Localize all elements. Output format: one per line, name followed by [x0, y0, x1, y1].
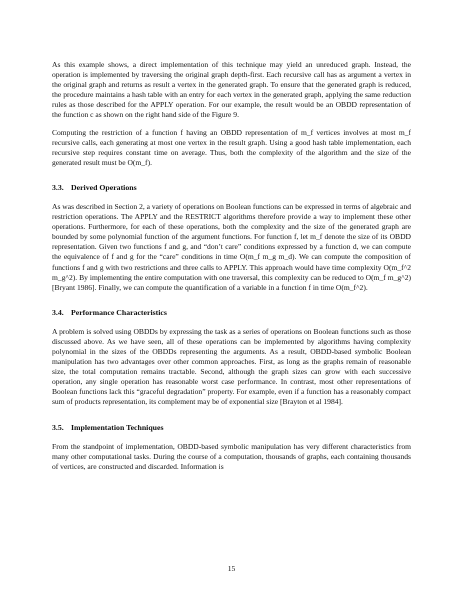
- paragraph-performance: A problem is solved using OBDDs by expressing the task as a series of operations on Boolean functions such as those discussed above. As we have seen, all of these operations can be implemented by algorithms having complexity polynomial in the sizes of the OBDDs representing the arguments. As a result, OBDD-based symbolic Boolean manipulation has two advantages over other common approaches. First, as long as the graphs remain of reasonable size, the total computation remains tractable. Second, although the graph sizes can grow with each successive operation, any single operation has reasonable worst case performance. In contrast, most other representations of Boolean functions lack this “graceful degradation” property. For example, even if a function has a reasonably compact sum of products representation, its complement may be of exponential size [Brayton et al 1984].: [52, 326, 411, 407]
- section-heading-derived-operations: [52, 183, 411, 193]
- section-number: 3.4.: [52, 307, 64, 317]
- section-title: Implementation Techniques: [71, 422, 164, 432]
- paragraph-derived-operations: As was described in Section 2, a variety of operations on Boolean functions can be expressed in terms of algebraic and restriction operations. The APPLY and the RESTRICT algorithms therefore provide a way to implement these other operations. Furthermore, for each of these operations, both the complexity and the size of the generated graph are bounded by some polynomial function of the argument functions. For function f, let m_f denote the size of its OBDD representation. Given two functions f and g, and “don’t care” conditions expressed by a function d, we can compute the equivalence of f and g for the “care” conditions in time O(m_f m_g m_d). We can compute the composition of functions f and g with two restrictions and three calls to APPLY. This approach would have time complexity O(m_f^2 m_g^2). By implementing the entire computation with one traversal, this complexity can be reduced to O(m_f m_g^2) [Bryant 1986]. Finally, we can compute the quantification of a variable in a function f in time O(m_f^2).: [52, 201, 411, 292]
- paragraph-restriction-complexity: Computing the restriction of a function f having an OBDD representation of m_f vertices involves at most m_f recursive calls, each generating at most one vertex in the result graph. Using a good hash table implementation, each recursive step requires constant time on average. Thus, both the complexity of the algorithm and the size of the generated result must be O(m_f).: [52, 127, 411, 167]
- page-number: 15: [227, 564, 236, 573]
- paragraph-apply-implementation: As this example shows, a direct implementation of this technique may yield an unreduced graph. Instead, the operation is implemented by traversing the original graph depth-first. Each recursive call has as argument a vertex in the original graph and returns as result a vertex in the generated graph. To ensure that the generated graph is reduced, the procedure maintains a hash table with an entry for each vertex in the generated graph, applying the same reduction rules as those described for the APPLY operation. For our example, the result would be an OBDD representation of the function c as shown on the right hand side of the Figure 9.: [52, 60, 411, 120]
- section-heading-implementation: [52, 423, 411, 433]
- section-number: 3.5.: [52, 422, 64, 432]
- section-number: 3.3.: [52, 182, 64, 192]
- section-title: Derived Operations: [71, 182, 137, 192]
- section-heading-performance: [52, 308, 411, 318]
- section-title: Performance Characteristics: [71, 307, 167, 317]
- paragraph-implementation: From the standpoint of implementation, OBDD-based symbolic manipulation has very different characteristics from many other computational tasks. During the course of a computation, thousands of graphs, each containing thousands of vertices, are constructed and discarded. Information is: [52, 441, 411, 471]
- page-body: [52, 60, 411, 472]
